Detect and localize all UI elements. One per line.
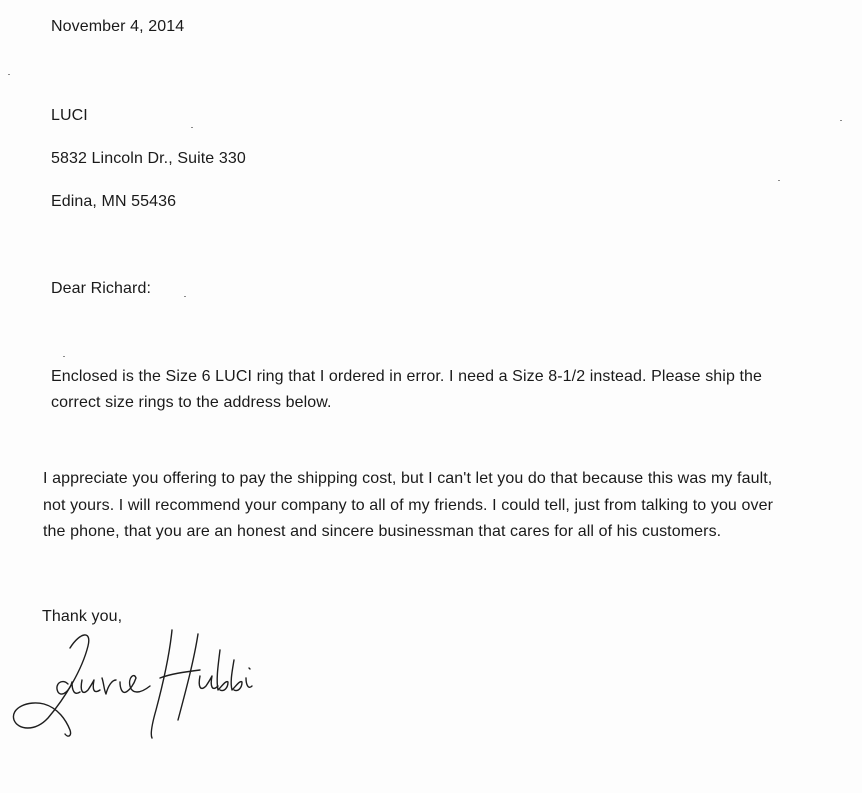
scan-speck (8, 74, 10, 75)
salutation: Dear Richard: (51, 280, 152, 297)
scan-speck (191, 127, 193, 128)
body-paragraph-2-line-3: the phone, that you are an honest and sincere businessman that cares for all of his customers. (43, 523, 722, 540)
closing: Thank you, (42, 608, 123, 625)
handwritten-signature (10, 620, 260, 750)
recipient-company: LUCI (51, 107, 88, 124)
body-paragraph-1-line-1: Enclosed is the Size 6 LUCI ring that I ordered in error. I need a Size 8-1/2 instead. Please ship the (51, 368, 763, 385)
letter-date: November 4, 2014 (51, 18, 185, 35)
recipient-street: 5832 Lincoln Dr., Suite 330 (51, 150, 246, 167)
scan-speck (184, 296, 186, 297)
scan-speck (63, 356, 65, 357)
scan-speck (778, 180, 780, 181)
scan-speck (840, 120, 842, 121)
body-paragraph-2-line-1: I appreciate you offering to pay the shipping cost, but I can't let you do that because this was my fault, (43, 470, 773, 487)
body-paragraph-1-line-2: correct size rings to the address below. (51, 394, 332, 411)
recipient-city-state-zip: Edina, MN 55436 (51, 193, 177, 210)
body-paragraph-2-line-2: not yours. I will recommend your company to all of my friends. I could tell, just from talking to you over (43, 497, 774, 514)
